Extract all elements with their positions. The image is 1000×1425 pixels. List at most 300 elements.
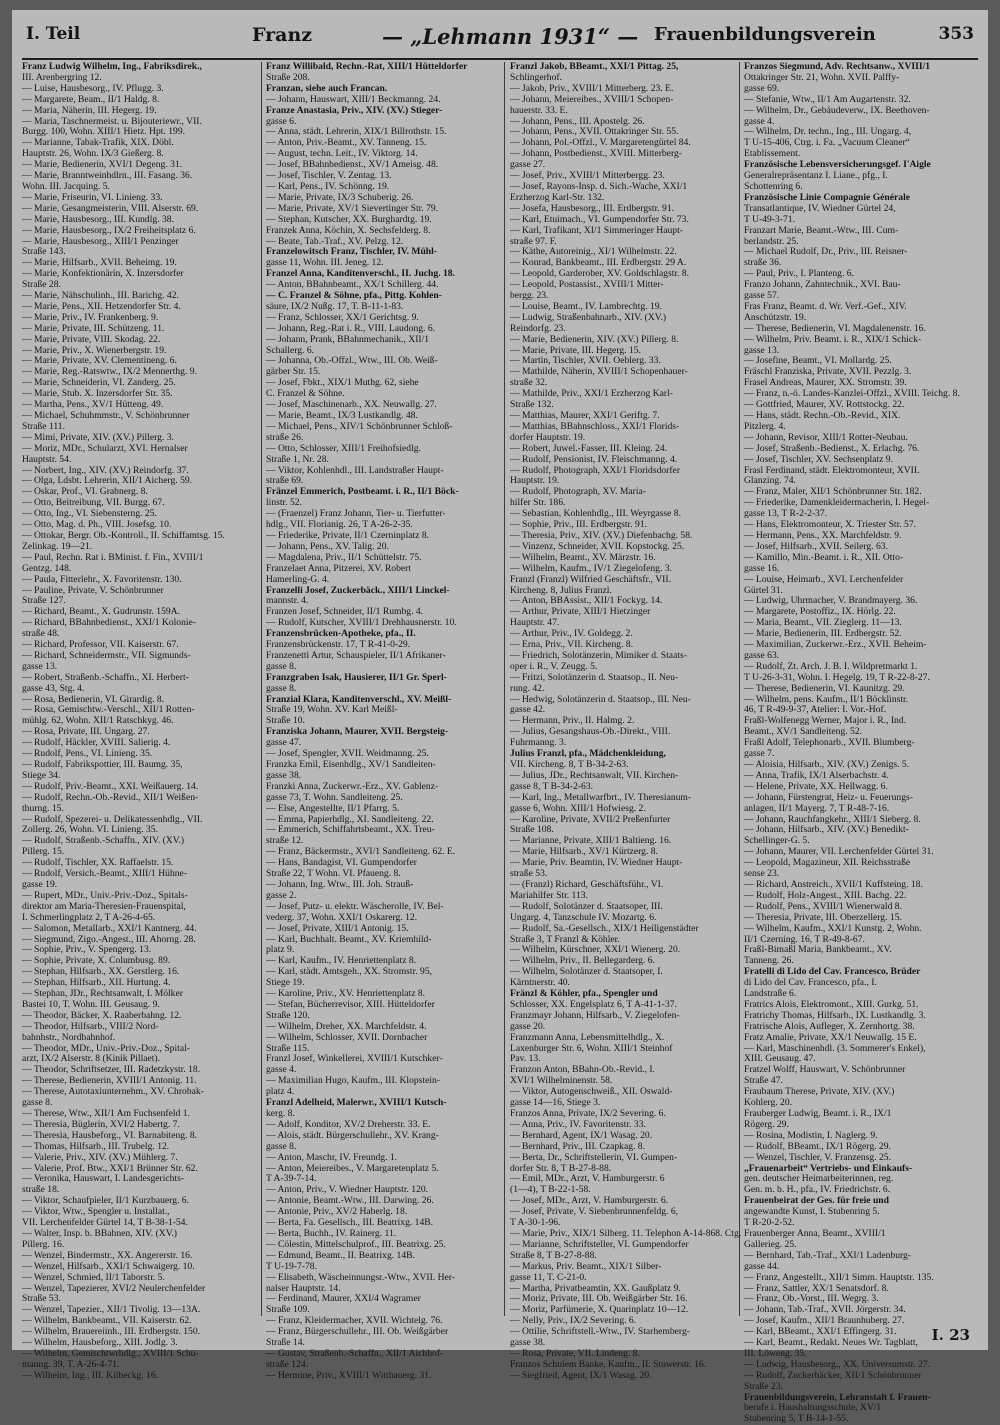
directory-entry: — Paul, Priv., I. Planteng. 6. (744, 268, 854, 280)
directory-entry: bergg. 23. (510, 290, 549, 302)
directory-entry: — Ludwig, Hausbesorg., XX. Universumstr. 27. (744, 1358, 931, 1370)
directory-entry: — Valerie, Priv., XIV. (XV.) Mühlerg. 7. (22, 1151, 178, 1163)
directory-entry: — Johann, Ing. Wtw., III. Joh. Strauß- (266, 878, 414, 890)
directory-entry: — Maximilian, Zuckerwr.-Erz., XVII. Beheim- (744, 639, 927, 651)
directory-entry: — Stefan, Bücherrevisor, XIII. Hütteldorfer (266, 998, 435, 1010)
directory-entry: — Adolf, Konditor, XV/2 Dreherstr. 33. E. (266, 1118, 431, 1130)
directory-entry: Straße 1, Nr. 28. (266, 453, 329, 465)
directory-entry: — Vinzenz, Schneider, XVII. Kopstockg. 25. (510, 540, 685, 552)
directory-entry: Schlosser, XX. Engelsplatz 6, T A-41-1-37. (510, 998, 677, 1010)
directory-entry: — Marianne, Schriftsteller, VI. Gumpendorfer (510, 1238, 689, 1250)
directory-entry: Generalrepräsentanz I. Liane., pfg., I. (744, 170, 888, 182)
directory-entry: straße 12. (266, 835, 304, 847)
directory-entry: Fratrichy Thomas, Hilfsarb., IX. Lustkandlg. 3. (744, 1009, 926, 1021)
directory-entry: — Wenzel, Tapezier., XII/1 Tivolig. 13—13A. (22, 1304, 201, 1316)
directory-entry: — Oskar, Prof., VI. Grabnerg. 8. (22, 486, 148, 498)
directory-entry: di Lido del Cav. Francesco, pfa., I. (744, 977, 877, 989)
directory-entry: — Ferdinand, Maurer, XXI/4 Wagramer (266, 1293, 421, 1305)
directory-entry: — Theodor, Hilfsarb., VIII/2 Nord- (22, 1020, 159, 1032)
directory-entry: — Käthe, Autoreinig., XI/1 Wilhelmstr. 22. (510, 246, 677, 258)
directory-entry: Fraßl-Bimaßl Maria, Bankbeamt., XV. (744, 944, 892, 956)
directory-entry: — Johann, Reg.-Rat i. R., VIII. Laudong. 6. (266, 322, 436, 334)
directory-entry: gärber Str. 15. (266, 366, 321, 378)
directory-entry: — Theodor, Bäcker, X. Raaberbahng. 12. (22, 1009, 182, 1021)
directory-entry: — Marie, Priv., IV. Frankenberg. 9. (22, 311, 159, 323)
directory-entry: Glanzing. 74. (744, 475, 796, 487)
directory-entry: — Marie, Stub. X. Inzersdorfer Str. 35. (22, 388, 173, 400)
directory-entry: Landstraße 6. (744, 988, 797, 1000)
directory-entry: — Karl, BBeamt., XXI/1 Effingerg. 31. (744, 1326, 897, 1338)
directory-entry: — Rosa, Private, III. Ungarg. 27. (22, 726, 150, 738)
directory-entry: Fratelli di Lido del Cav. Francesco, Brüder (744, 966, 921, 978)
directory-entry: — Helene, Private, XX. Hellwagg. 6. (744, 780, 888, 792)
directory-entry: Pitzlerg. 4. (744, 420, 786, 432)
directory-entry: — Johann, Tab.-Traf., XVII. Jörgerstr. 34. (744, 1304, 906, 1316)
directory-entry: — Marie, Priv., X. Wienerbergstr. 19. (22, 344, 167, 356)
directory-entry: — Wilhelm, Brauereiinh., III. Erdbergstr. 150. (22, 1326, 201, 1338)
directory-entry: — Rosina, Modistin, I. Naglerg. 9. (744, 1129, 878, 1141)
directory-entry: — Leopold, Magazineur, XII. Reichsstraße (744, 857, 911, 869)
directory-entry: — Viktor, Schaufpieler, II/1 Kurzbauerg. 6. (22, 1195, 189, 1207)
directory-entry: — Bernhard, Agent, IX/1 Wasag. 20. (510, 1129, 653, 1141)
directory-entry: gasse 8. (22, 1097, 53, 1109)
directory-entry: — Josefa, Hausbesorg., III. Erdbergstr. 91. (510, 202, 675, 214)
directory-entry: — Marie, Beamt., IX/3 Lustkandlg. 48. (266, 410, 418, 421)
directory-entry: — Siegmund, Zigo.-Angest., III. Ahorng. 28. (22, 933, 196, 945)
directory-entry: nalser Hauptstr. 14. (266, 1282, 341, 1294)
directory-entry: — Theresia, Büglerin, XVI/2 Habertg. 7. (22, 1118, 180, 1130)
directory-entry: sense 23. (744, 868, 780, 880)
directory-entry: — Moriz, Parfümerie, X. Quarinplatz 10—12. (510, 1304, 689, 1316)
directory-entry: — Kamillo, Min.-Beamt. i. R., XII. Otto- (744, 551, 904, 563)
directory-entry: gasse 27. (510, 159, 546, 171)
directory-entry: — Maria, Näherin, III. Hegerg. 19. (22, 104, 157, 116)
directory-entry: — Otto, Beitreibung, VII. Burgg. 67. (22, 497, 165, 509)
directory-entry: gasse 8. (266, 682, 297, 694)
directory-entry: Hamerling-G. 4. (266, 573, 330, 585)
directory-entry: T A-30-1-96. (510, 1217, 561, 1229)
directory-entry: Frauberger Ludwig, Beamt. i. R., IX/1 (744, 1108, 892, 1119)
part-label: I. Teil (26, 24, 81, 44)
directory-entry: Beamt., XV/1 Sandleiteng. 52. (744, 726, 863, 738)
directory-entry: — Stefanie, Wtw., II/1 Am Augartenstr. 32. (744, 93, 911, 105)
directory-entry: — Emmerich, Schiffahrtsbeamt., XX. Treu- (266, 824, 435, 836)
directory-entry: — Franz, Angestellt., XII/1 Simm. Hauptstr. 135. (744, 1271, 934, 1283)
directory-entry: — Therese, Wtw., XII/1 Am Fuchsenfeld 1. (22, 1108, 190, 1119)
directory-entry: — Rudolf, Straßenb.-Schaffn., XIV. (XV.) (22, 835, 185, 847)
directory-entry: — Richard, Beamt., X. Gudrunstr. 159A. (22, 606, 181, 618)
column-1 (22, 61, 256, 1381)
directory-entry: — Hermann, Pens., XX. Marchfeldstr. 9. (744, 529, 902, 541)
directory-entry: — Josef, Hilfsarb., XVII. Seilerg. 63. (744, 540, 888, 552)
directory-entry: — Wilhelm, Hausbeforg., XIII. Jodlg. 3. (22, 1337, 178, 1349)
column-2 (266, 61, 500, 1381)
directory-entry: — Sophie, Priv., III. Erdbergstr. 91. (510, 519, 647, 531)
directory-entry: — Emil, MDr., Arzt, V. Hamburgerstr. 6 (510, 1173, 665, 1185)
directory-entry: — Marie, Bedienerin, XIV. (XV.) Pillerg. 8. (510, 333, 679, 345)
directory-entry: — C. Franzel & Söhne, pfa., Pittg. Kohlen- (266, 290, 442, 302)
directory-entry: — Rudolf, BBeamt., IX/1 Rögerg. 29. (744, 1140, 891, 1152)
directory-entry: — Josef, Private, XIII/1 Antonig. 15. (266, 922, 409, 934)
directory-entry: Schottenring 6. (744, 180, 803, 192)
directory-entry: thurng. 15. (22, 802, 64, 814)
directory-entry: — Rudolf, Pens., VI. Linieng. 35. (22, 748, 153, 760)
directory-entry: — Rudolf, Fabrikspottier, III. Baumg. 35, (22, 759, 183, 770)
directory-entry: Fränzel Emmerich, Postbeamt. i. R., II/1 Böck- (266, 486, 459, 498)
directory-entry: Pav. 13. (510, 1053, 541, 1065)
directory-entry: — Karoline, Priv., XV. Henriettenplatz 8. (266, 988, 426, 1000)
directory-entry: — Theresia, Hausbeforg., VI. Barnabiteng. 8. (22, 1129, 198, 1141)
directory-entry: — Johann, Pens., XV. Talig. 20. (266, 540, 389, 552)
directory-entry: — Bernhard, Priv., III. Czapkag. 8. (510, 1140, 645, 1152)
directory-entry: Franzmayr Johann, Hilfsarb., V. Ziegelofen- (510, 1009, 680, 1021)
directory-entry: — Josef, Spengler, XVII. Weidmanng. 25. (266, 748, 429, 760)
directory-title: — „Lehmann 1931“ — (382, 24, 639, 49)
directory-entry: — Franz, Maler, XII/1 Schönbrunner Str. 182. (744, 486, 922, 498)
directory-entry: — Mathilde, Priv., XXI/1 Erzherzog Karl- (510, 388, 673, 400)
directory-entry: Franzl Josef, Winkellerei, XVIII/1 Kutschker- (266, 1053, 443, 1065)
directory-entry: — Marie, Bedienerin, III. Erdbergstr. 52. (744, 628, 902, 640)
directory-entry: Franzmann Anna, Lebensmittelhdlg., X. (510, 1031, 665, 1043)
directory-entry: Straße 8, T B-27-8-88. (510, 1249, 597, 1261)
directory-entry: Straße 28. (22, 279, 61, 291)
directory-entry: Rögerg. 29. (744, 1118, 789, 1130)
directory-entry: — Marie, Pens., XII. Hetzendorfer Str. 4. (22, 300, 181, 312)
directory-entry: — Josef, Tischler, V. Zentag. 13. (266, 170, 392, 182)
directory-entry: Frauenbildungsverein, Lehranstalt f. Frauen- (744, 1391, 931, 1403)
directory-entry: gasse 8, T B-34-2-63. (510, 780, 594, 792)
directory-entry: — Rudolf, Häckler, XVIII. Salierig. 4. (22, 737, 171, 749)
directory-entry: — Wilhelm, Kaufm., IV/1 Ziegelofeng. 3. (510, 562, 672, 574)
directory-entry: Laxenburger Str. 6, Wohn. XIII/1 Steinhof (510, 1042, 673, 1054)
directory-entry: — Beate, Tab.-Traf., XV. Pelzg. 12. (266, 235, 404, 247)
directory-entry: — Marie, Friseurin, VI. Linieng. 33. (22, 191, 163, 203)
directory-entry: Franzart Marie, Beamt.-Wtw., III. Cum- (744, 224, 899, 236)
directory-entry: Fraßl-Wolfenegg Werner, Major i. R., Ind. (744, 715, 907, 727)
directory-entry: — Sophie, Private, X. Columbusg. 89. (22, 955, 171, 967)
directory-entry: Hauptstr. 19. (510, 475, 560, 487)
directory-entry: Franzo Johann, Zahntechnik., XVI. Bau- (744, 279, 901, 291)
directory-entry: — Marie, Bedienerin, XVI/1 Degeng. 31. (22, 159, 183, 171)
directory-entry: vederg. 37, Wohn. XXI/1 Oskarerg. 12. (266, 911, 418, 923)
directory-entry: Gallerieg. 25. (744, 1238, 797, 1250)
directory-entry: — Franz, Ob.-Vorst., III. Wegrg. 3. (744, 1293, 879, 1305)
directory-entry: Franzka Emil, Eisenhdlg., XV/1 Sandleiten- (266, 759, 436, 770)
directory-entry: — Rudolf, Solotänzer d. Staatsoper, III. (510, 900, 663, 912)
directory-entry: — Josef, Fbkt., XIX/1 Muthg. 62, siehe (266, 377, 419, 389)
directory-entry: dorfer Str. 8, T B-27-8-88. (510, 1162, 612, 1174)
directory-entry: — Johann, Rauchfangkehr., XIII/1 Sieberg. 8. (744, 813, 921, 825)
directory-entry: — Wilhelm, Bankbeamt., VII. Kaiserstr. 62. (22, 1315, 192, 1327)
directory-entry: — Wilhelm, Priv., II. Bellegarderg. 6. (510, 955, 655, 967)
directory-entry: Franzl (Franzl) Wilfried Geschäftsfr., VII. (510, 573, 671, 585)
directory-entry: — Johann, Prank, BBahnmechanik., XII/1 (266, 333, 430, 345)
directory-entry: Fraubaum Therese, Private, XIV. (XV.) (744, 1086, 895, 1098)
directory-entry: Straße 127. (22, 595, 66, 607)
directory-entry: — Martin, Tischler, XVII. Oeblerg. 33. (510, 355, 661, 367)
directory-entry: Straße 3, T Franzl & Köhler. (510, 933, 620, 945)
directory-entry: Franzen Josef, Schneider, II/1 Rumbg. 4. (266, 606, 424, 618)
directory-entry: — Rudolf, Tischler, XX. Raffaelstr. 15. (22, 857, 174, 869)
directory-entry: — August, techn. Leit., IV. Viktorg. 14. (266, 148, 418, 160)
directory-entry: Frasel Andreas, Maurer, XX. Stromstr. 39. (744, 377, 907, 389)
directory-entry: — Thomas, Hilfsarb., III. Trubelg. 12. (22, 1140, 170, 1152)
first-entry-keyword: Franz (252, 24, 313, 46)
directory-entry: — Johann, Hilfsarb., XIV. (XV.) Benedikt- (744, 824, 909, 836)
directory-entry: T R-20-2-52. (744, 1217, 795, 1229)
directory-entry: — Wilhelm, Gemischtwrhdlg., XVIII/1 Schu- (22, 1347, 199, 1359)
directory-entry: — Louise, Heimarb., XVI. Lerchenfelder (744, 573, 904, 585)
directory-entry: Tanneng. 26. (744, 955, 794, 967)
directory-entry: — Arthur, Priv., IV. Goldegg. 2. (510, 628, 633, 640)
directory-entry: straße 97. F. (510, 235, 557, 247)
directory-entry: — Therese, Bedienerin, XVIII/1 Antonig. 11. (22, 1075, 197, 1087)
directory-entry: Erzherzog Karl-Str. 132. (510, 191, 605, 203)
directory-entry: Straße 109. (266, 1304, 310, 1316)
directory-entry: VII. Lerchenfelder Gürtel 14, T B-38-1-54. (22, 1217, 188, 1229)
directory-entry: Franzensbrückenstr. 17, T R-41-0-29. (266, 639, 411, 651)
directory-entry: Franzelowitsch Franz, Tischler, IV. Mühl- (266, 246, 437, 258)
directory-entry: Zollerg. 26, Wohn. VI. Linieng. 35. (22, 824, 158, 836)
directory-entry: — Cölestin, Mittelschulprof., III. Beatrixg. 25. (266, 1238, 446, 1250)
directory-entry: — Johann, Fürstengrat, Heiz- u. Feuerungs- (744, 791, 913, 803)
directory-entry: T U-26-3-31, Wohn. I. Hegelg. 19, T R-22-8-27. (744, 671, 930, 683)
directory-entry: — Johann, Postbedienst., XVIII. Mitterberg- (510, 148, 682, 160)
directory-entry: — Karl, Kaufm., IV. Henriettenplatz 8. (266, 955, 417, 967)
directory-entry: — Franz, n.-ö. Landes-Kanzlei-Offzl., XVIII. Teichg. 8. (744, 388, 960, 400)
directory-entry: Straße 111. (22, 420, 65, 432)
directory-entry: — Anna, städt. Lehrerin, XIX/1 Billrothstr. 15. (266, 126, 447, 138)
directory-entry: — Matthias, Maurer, XXI/1 Geriftg. 7. (510, 410, 660, 421)
directory-entry: — Aloisia, Hilfsarb., XIV. (XV.) Zenigs. 5. (744, 759, 910, 770)
directory-entry: — Marie, Konfektionärin, X. Inzersdorfer (22, 268, 184, 280)
directory-entry: Straße 14. (266, 1337, 305, 1349)
directory-entry: — Luise, Hausbesorg., IV. Pflugg. 3. (22, 82, 164, 94)
directory-entry: Franzl Jakob, BBeamt., XXI/1 Pittag. 25, (510, 61, 679, 72)
directory-entry: hilfer Str. 186. (510, 497, 566, 509)
directory-entry: gasse 57. (744, 290, 780, 302)
directory-entry: — Berta, Buchh., IV. Rainerg. 11. (266, 1227, 397, 1239)
directory-entry: — Moriz, Private, III. Ob. Weißgärber Str. 16. (510, 1293, 688, 1305)
directory-entry: — Sophie, Priv., V. Spengerg. 13. (22, 944, 152, 956)
directory-entry: anlagen, II/1 Mayerg. 7, T R-48-7-16. (744, 802, 890, 814)
directory-entry: — Viktor, Wtw., Spengler u. Installat., (22, 1206, 170, 1218)
directory-entry: III. Arenbergring 12. (22, 71, 102, 83)
directory-entry: Straße 208. (266, 71, 310, 83)
directory-entry: — Karl, Trafikant, XI/1 Simmeringer Haupt- (510, 224, 683, 236)
directory-entry: — Josef, Priv., XVIII/1 Mitterbergg. 23. (510, 170, 665, 182)
directory-entry: Stiege 34. (22, 769, 61, 781)
directory-entry: — Johann, Meiereibes., XVIII/1 Schopen- (510, 93, 674, 105)
directory-entry: Franzan, siehe auch Francan. (266, 82, 388, 94)
directory-entry: — Anton, Maschr, IV. Freundg. 1. (266, 1151, 398, 1163)
directory-entry: gasse 44. (744, 1260, 780, 1272)
directory-entry: Gürtel 31. (744, 584, 783, 596)
directory-entry: — Stephan, Hilfsarb., XII. Hurtung. 4. (22, 977, 171, 989)
directory-entry: Stubenring 5, T B-14-1-55. (744, 1413, 849, 1425)
directory-entry: — Johann, Pens., III. Apostelg. 26. (510, 115, 645, 127)
directory-entry: Zelinkag. 19—21. (22, 540, 93, 552)
directory-entry: — Ludwig, Straßenbahnarb., XIV. (XV.) (510, 311, 667, 323)
directory-entry: — Franz, Bäckermstr., XVI/1 Sandleiteng. 62. E. (266, 846, 456, 858)
directory-entry: — Karl, Ing., Metallwarfbrt., IV. Theresianum- (510, 791, 692, 803)
directory-entry: — Hans, Bandagist, VI. Gumpendorfer (266, 857, 417, 869)
column-3 (510, 61, 744, 1381)
directory-entry: — Julius, JDr., Rechtsanwalt, VII. Kirchen- (510, 769, 679, 781)
directory-entry: gasse 42. (510, 704, 546, 716)
directory-entry: straße 26. (266, 431, 304, 443)
directory-entry: gasse 20. (510, 1020, 546, 1032)
directory-entry: gasse 8. (266, 1140, 297, 1152)
directory-entry: — Wilhelm, Schlosser, XVII. Dornbacher (266, 1031, 428, 1043)
directory-entry: — Otto, Ing., VI. Siebensterng. 25. (22, 508, 157, 520)
directory-entry: — Franz, Bürgerschullehr., III. Ob. Weißgärber (266, 1326, 449, 1338)
page-number: 353 (938, 24, 974, 44)
directory-entry: — Rudolf, Priv.-Beamt., XXI. Weißauerg. 14. (22, 780, 199, 792)
directory-entry: straße 32. (510, 377, 548, 389)
directory-entry: I. Schmerlingplatz 2, T A-26-4-65. (22, 911, 156, 923)
directory-entry: Schellinger-G. 5. (744, 835, 810, 847)
directory-entry: — Rudolf, Holz-Angest., XIII. Bachg. 22. (744, 889, 907, 901)
directory-entry: Französische Linie Compagnie Générale (744, 191, 911, 203)
directory-entry: — Antonie, Beamt.-Wtw., III. Darwing. 26. (266, 1195, 434, 1207)
directory-entry: Fränzl & Köhler, pfa., Spengler und (510, 988, 658, 1000)
directory-entry: — Moriz, MDr., Schularzt, XVI. Hernalser (22, 442, 188, 454)
directory-entry: — Margarete, Beam., II/1 Haldg. 8. (22, 93, 160, 105)
directory-entry: — Marie, Hausbesorg., XIII/1 Penzinger (22, 235, 179, 247)
directory-entry: — Franz, Schlosser, XX/1 Gerichtsg. 9. (266, 311, 419, 323)
directory-entry: — Josef, Putz- u. elektr. Wäscherolle, IV. Bel- (266, 900, 444, 912)
directory-entry: — Maria, Taschnermeist. u. Bijouteriewr., VII. (22, 115, 202, 127)
directory-entry: gasse 6. (266, 115, 297, 127)
directory-entry: Franzensbrücken-Apotheke, pfa., II. (266, 628, 416, 640)
directory-entry: T U-19-7-78. (266, 1260, 317, 1272)
directory-entry: Kircheng. 8, Julius Franzl. (510, 584, 612, 596)
directory-entry: — Gottfried, Maurer, XV. Rottstockg. 22. (744, 399, 905, 411)
directory-entry: — Paul, Rechn. Rat i. BMinist. f. Fin., XVIII/1 (22, 551, 204, 563)
directory-entry: C. Franzel & Söhne. (266, 388, 345, 400)
directory-entry: „Frauenarbeit“ Vertriebs- und Einkaufs- (744, 1162, 913, 1174)
directory-entry: — Martha, Privatbeamtin, XX. Gaußplatz 9. (510, 1282, 681, 1294)
directory-entry: — Pauline, Private, V. Schönbrunner (22, 584, 164, 596)
directory-entry: — Maria, Beamt., VII. Zieglerg. 11—13. (744, 617, 902, 629)
directory-entry: Stiege 19. (266, 977, 305, 989)
directory-entry: gasse 8. (266, 660, 297, 672)
directory-entry: — Karoline, Private, XVII/2 Preßenfurter (510, 813, 671, 825)
directory-entry: straße 69. (266, 475, 304, 487)
directory-entry: — Wenzel, Schmied, II/1 Taborstr. 5. (22, 1271, 165, 1283)
directory-entry: — Elisabeth, Wäscheinnungsr.-Wtw., XVII. Her- (266, 1271, 455, 1283)
directory-entry: Franzki Anna, Zuckerwr.-Erz., XV. Gablenz- (266, 780, 439, 792)
directory-entry: — (Fraenzel) Franz Johann, Tier- u. Tierfutter- (266, 508, 446, 520)
directory-entry: — Rudolf, Versich.-Beamt., XIII/1 Hühne- (22, 868, 188, 880)
directory-entry: — Richard, Professor, VII. Kaiserstr. 67. (22, 639, 179, 651)
directory-entry: gen. deutscher Heimarbeiterinnen, reg. (744, 1173, 894, 1185)
directory-entry: — Rudolf, Photograph, XXI/1 Floridsdorfer (510, 464, 681, 476)
directory-entry: — Bernhard, Tab.-Traf., XXI/1 Ladenburg- (744, 1249, 912, 1261)
directory-entry: Fraßl Adolf, Telephonarb., XVII. Blumberg- (744, 737, 915, 749)
directory-entry: Fuhrmanng. 3. (510, 737, 567, 749)
directory-entry: Straße 23. (744, 1380, 783, 1392)
directory-entry: — Wenzel, Hilfsarb., XXI/1 Schwaigerg. 10. (22, 1260, 195, 1272)
directory-entry: Franzel Anna, Kanditenverschl., II. Juchg. 18. (266, 268, 455, 280)
directory-entry: — Therese, Bedienerin, VI. Magdalenenstr. 16. (744, 322, 926, 334)
directory-entry: — Richard, BBahnbedienst., XXI/1 Kolonie- (22, 617, 196, 629)
directory-entry: gasse 13. (22, 660, 58, 672)
directory-entry: — Edmund, Beamt., II. Beatrixg. 14B. (266, 1249, 415, 1261)
directory-entry: Franzl Adelheid, Malerwr., XVIII/1 Kutsch- (266, 1097, 447, 1109)
directory-entry: Schlingerhof. (510, 71, 562, 83)
directory-entry: mannstr. 4. (266, 595, 309, 607)
directory-entry: Ottakringer Str. 21, Wohn. XVII. Palffy- (744, 71, 900, 83)
directory-entry: Frauenberger Anna, Beamt., XVIII/1 (744, 1227, 886, 1239)
directory-entry: — Ottilie, Schriftstell.-Wtw., IV. Starhemberg- (510, 1326, 690, 1338)
directory-entry: Franze Anastasia, Priv., XIV. (XV.) Stieger- (266, 104, 443, 116)
directory-entry: — Wilhelm, Ing., III. Kilbeckg. 16. (22, 1369, 159, 1381)
directory-entry: direktor am Maria-Theresien-Frauenspital, (22, 900, 186, 912)
directory-entry: Julius Franzl, pfa., Mädchenkleidung, (510, 748, 666, 760)
signature-mark: I. 23 (931, 1326, 970, 1344)
directory-entry: — Wilhelm, Dreher, XX. Marchfeldstr. 4. (266, 1020, 427, 1032)
directory-entry: — Konrad, Bankbeamt., III. Erdbergstr. 29 A. (510, 257, 687, 269)
directory-entry: Franzenetti Artur, Schauspieler, II/1 Afrikaner- (266, 649, 446, 661)
directory-entry: — Ludwig, Uhrmacher, V. Brandmayerg. 36. (744, 595, 918, 607)
directory-entry: — Rosa, Bedienerin, VI. Girardig. 8. (22, 693, 165, 705)
directory-entry: — Wenzel, Tapezierer, XVI/2 Neulerchenfelder (22, 1282, 206, 1294)
directory-entry: T A-39-7-14. (266, 1173, 317, 1185)
directory-entry: — (Franzl) Richard, Geschäftsführ., VI. (510, 878, 664, 890)
directory-entry: hdlg., VII. Florianig. 26, T A-26-2-35. (266, 519, 413, 531)
directory-entry: — Viktor, Autogenschweiß., XII. Oswald- (510, 1086, 673, 1098)
directory-entry: straße 36. (744, 257, 782, 269)
directory-page (12, 10, 988, 1425)
directory-entry: rung. 42. (510, 682, 545, 694)
directory-entry: — Anton, Priv., V. Wiedner Hauptstr. 120. (266, 1184, 429, 1196)
directory-entry: — Paula, Fitterlehr., X. Favoritenstr. 130. (22, 573, 182, 585)
directory-entry: — Anton, Meiereibes., V. Margaretenplatz 5. (266, 1162, 439, 1174)
directory-entry: bahnhstr., Nordbahnhof. (22, 1031, 116, 1043)
directory-entry: — Rosa, Gemischtw.-Verschl., XII/1 Rotten- (22, 704, 195, 716)
directory-entry: — Rudolf, Kutscher, XVIII/1 Drehhausnerstr. 10. (266, 617, 457, 629)
directory-entry: — Rudolf, Pens., XVIII/1 Wienerwald 8. (744, 900, 902, 912)
directory-entry: — Anna, Priv., IV. Favoritenstr. 33. (510, 1118, 646, 1130)
directory-entry: Franzos Anna, Private, IX/2 Severing. 6. (510, 1108, 666, 1119)
directory-entry: dorfer Hauptstr. 19. (510, 431, 586, 443)
directory-entry: angewandte Kunst, I. Stubenring 5. (744, 1206, 880, 1218)
directory-entry: — Marie, Private, XV/1 Sievertinger Str. 79. (266, 202, 439, 214)
directory-entry: Ungarg. 4, Tanzschule IV. Mozartg. 6. (510, 911, 657, 923)
directory-entry: — Richard, Schneidermstr., VII. Sigmunds- (22, 649, 191, 661)
directory-entry: — Josef, Straßenb.-Bedienst., X. Erlachg. 76. (744, 442, 920, 454)
directory-entry: — Stephan, JDr., Rechtsanwalt, I. Mölker (22, 988, 183, 1000)
directory-entry: Gen. m. b. H., pfa., IV. Friedrichstr. 6. (744, 1184, 891, 1196)
directory-entry: Straße 143. (22, 246, 66, 258)
directory-entry: gasse 11, T. C-21-0. (510, 1271, 587, 1283)
directory-entry: linstr. 52. (266, 497, 302, 509)
directory-entry: — Valerie, Prof. Btw., XXI/1 Brünner Str. 62. (22, 1162, 198, 1174)
directory-entry: — Friedrich, Solotänzerin, Mimiker d. Staats- (510, 649, 687, 661)
directory-entry: Franzelli Josef, Zuckerbäck., XIII/1 Linckel- (266, 584, 450, 596)
directory-entry: — Nelly, Priv., IX/2 Severing. 6. (510, 1315, 637, 1327)
directory-entry: — Hedwig, Solotänzerin d. Staatsop., III. Neu- (510, 693, 691, 705)
directory-entry: Hauptstr. 47. (510, 617, 560, 629)
directory-entry: gasse 11, Wohn. III. Jeneg. 12. (266, 257, 384, 269)
directory-entry: gasse 13. (744, 344, 780, 356)
directory-entry: — Josefine, Beamt., VI. Mollardg. 25. (744, 355, 892, 367)
directory-entry: gasse 4. (266, 1064, 297, 1076)
directory-entry: — Wilhelm, Dr. techn., Ing., III. Ungarg. 4, (744, 126, 912, 138)
directory-entry: — Mimi, Private, XIV. (XV.) Pillerg. 3. (22, 431, 174, 443)
